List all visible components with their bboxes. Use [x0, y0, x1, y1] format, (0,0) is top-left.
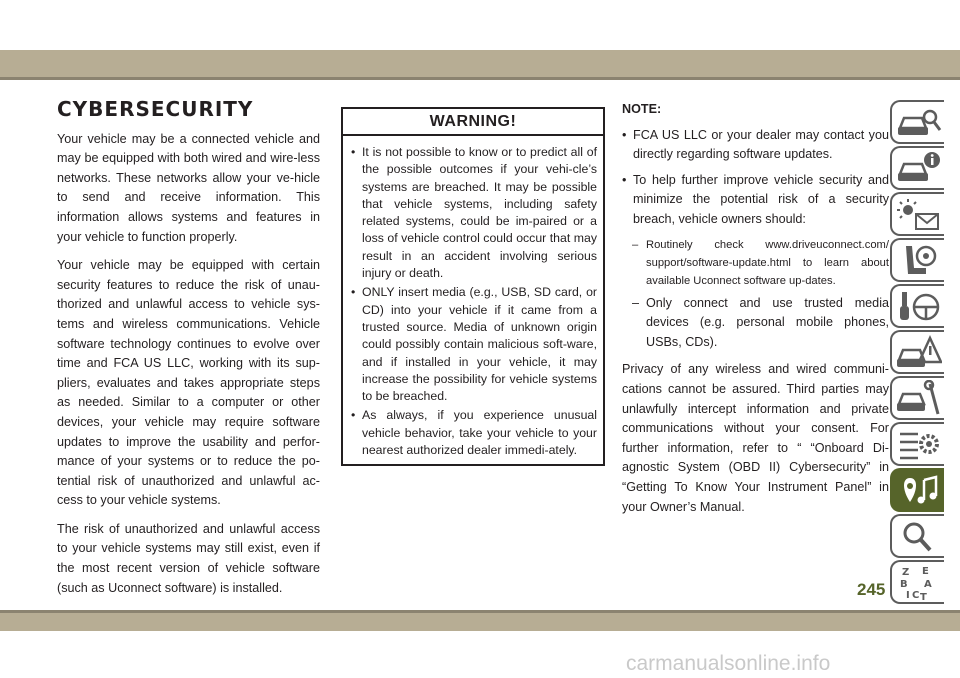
note-text: FCA US LLC or your dealer may contact you directly regarding software updates.: [633, 127, 889, 162]
car-info-icon: [896, 150, 942, 188]
svg-text:T: T: [920, 592, 927, 602]
svg-text:A: A: [924, 579, 932, 590]
seat-airbag-icon: [896, 242, 942, 280]
watermark: carmanualsonline.info: [626, 652, 831, 675]
svg-text:I: I: [906, 590, 910, 601]
top-margin: [0, 0, 960, 50]
warning-list: [351, 144, 597, 459]
note-text: Only connect and use trusted media devices (e.g. personal mobile phones, USBs, CDs).: [646, 295, 889, 349]
tab-alphabet-index[interactable]: [890, 560, 944, 604]
list-item: [351, 144, 597, 282]
tab-car-wrench[interactable]: [890, 376, 944, 420]
tab-car-hazard[interactable]: [890, 330, 944, 374]
warning-text: As always, if you experience unusual vehicle behavior, take your vehicle to your nearest authorized dealer immedi-ately.: [362, 408, 597, 458]
warning-text: It is not possible to know or to predict all of the possible outcomes if your vehi-cle’s systems are breached. It may be possible that vehicle systems, including safety related systems, could be im-paired or a loss of vehicle control could occur that may result in an accident involving serious injury or death.: [362, 145, 597, 281]
tab-search[interactable]: [890, 514, 944, 558]
page-number: 245: [857, 580, 886, 599]
svg-text:B: B: [900, 579, 908, 590]
note-text: To help further improve vehicle security and minimize the potential risk of a security breach, vehicle owners should:: [633, 172, 889, 226]
warning-box: [341, 107, 605, 466]
bullet: •: [351, 145, 356, 159]
car-hazard-icon: [896, 334, 942, 372]
paragraph: Privacy of any wireless and wired communi-cations cannot be assured. Third parties may unlawfully intercept information and private communications without your consent. For further information, refer to “ “Onboard Di-agnostic System (OBD II) Cybersecurity” in “Getting To Know Your Instrument Panel” in your Owner’s Manual.: [622, 362, 889, 514]
bullet: •: [622, 172, 627, 187]
svg-text:Z: Z: [902, 567, 910, 578]
bullet: •: [351, 408, 356, 423]
specifications-list-gear-icon: [896, 426, 942, 464]
column-right: [622, 100, 889, 517]
column-left: [57, 97, 320, 607]
car-magnifier-icon: [896, 104, 942, 142]
bullet: •: [351, 285, 356, 300]
alphabet-index-icon: [896, 564, 942, 602]
multimedia-music-icon: [896, 472, 942, 510]
dash: –: [632, 295, 640, 310]
list-item: [351, 407, 597, 459]
svg-text:C: C: [912, 590, 920, 601]
tab-car-info[interactable]: [890, 146, 944, 190]
warning-heading: WARNING!: [343, 109, 603, 136]
warning-lights-message-icon: [896, 196, 942, 234]
car-wrench-icon: [896, 380, 942, 418]
paragraph: Your vehicle may be equipped with certain security features to reduce the risk of unau-thorized and unlawful access to vehicle sys-tems and wireless communications. Vehicle software technology continues to evolve over time and FCA US LLC, working with its sup-pliers, evaluates and takes appropriate steps as needed. Similar to a computer or other devices, your vehicle may require software updates to improve the usability and perfor-mance of your systems or to reduce the po-tential risk of unauthorized and unlawful ac-cess to your vehicle systems.: [57, 258, 320, 508]
tab-car-magnifier[interactable]: [890, 100, 944, 144]
warning-text: ONLY insert media (e.g., USB, SD card, or CD) into your vehicle if it came from a trusted source. Media of unknown origin could possibly contain malicious soft-ware, and if installed in your vehicle, it may increase the possibility for vehicle systems to be breached.: [362, 285, 597, 404]
list-item: [622, 171, 889, 230]
tab-multimedia[interactable]: [890, 468, 944, 512]
sub-list-item: [622, 294, 889, 353]
tab-warning-lights[interactable]: [890, 192, 944, 236]
dash: –: [632, 238, 639, 251]
note-heading: NOTE:: [622, 102, 662, 116]
sub-list-item: [622, 236, 889, 290]
key-steering-wheel-icon: [896, 288, 942, 326]
note-text: Routinely check www.driveuconnect.com/ support/software-update.html to learn about available Uconnect software up-dates.: [646, 238, 889, 287]
tab-key-steering[interactable]: [890, 284, 944, 328]
footer-bar: [0, 613, 960, 631]
svg-text:E: E: [922, 566, 929, 577]
list-item: [351, 284, 597, 405]
paragraph: Your vehicle may be a connected vehicle and may be equipped with both wired and wire-less networks. These networks allow your ve-hicle to send and receive information. This information allows systems and features in your vehicle to function properly.: [57, 131, 320, 244]
header-rule: [0, 77, 960, 80]
header-bar: [0, 50, 960, 77]
tab-seat-airbag[interactable]: [890, 238, 944, 282]
paragraph: The risk of unauthorized and unlawful access to your vehicle systems may still exist, even if the most recent version of vehicle software (such as Uconnect software) is installed.: [57, 521, 320, 595]
bullet: •: [622, 127, 627, 142]
search-index-icon: [896, 518, 942, 556]
tab-specifications[interactable]: [890, 422, 944, 466]
page-title: CYBERSECURITY: [57, 97, 254, 121]
list-item: [622, 126, 889, 165]
